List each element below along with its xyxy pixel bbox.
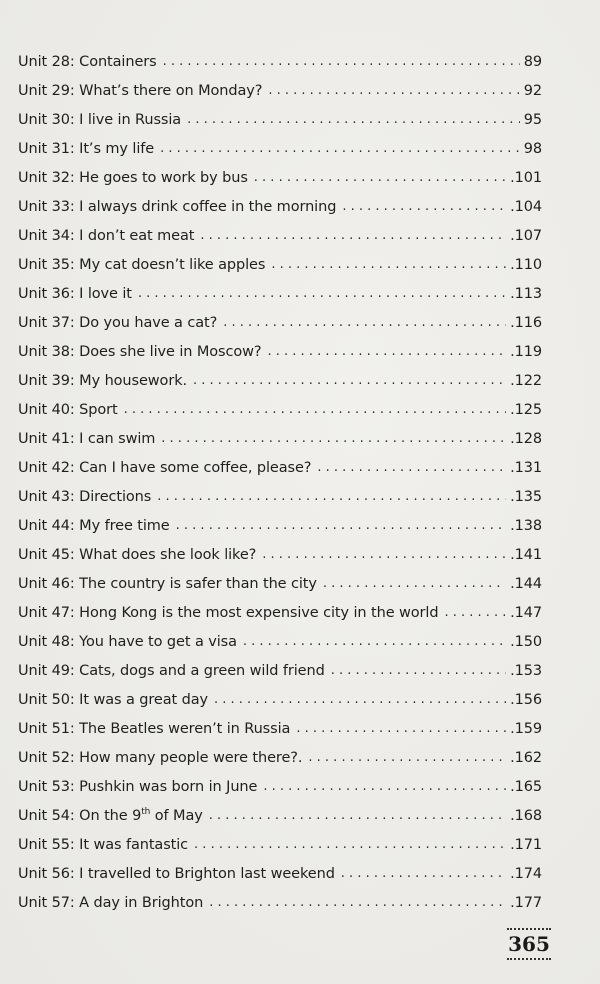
toc-entry-title: Unit 55: It was fantastic <box>18 836 189 853</box>
toc-entry-page: .156 <box>510 691 542 708</box>
toc-entry-title: Unit 29: What’s there on Monday? <box>18 82 263 99</box>
toc-entry[interactable] <box>18 308 542 337</box>
toc-entry-title: Unit 45: What does she look like? <box>18 546 257 563</box>
page-number-top-rule <box>507 928 551 930</box>
toc-entry-page: .165 <box>510 778 542 795</box>
dot-leader <box>342 199 506 214</box>
toc-entry[interactable] <box>18 598 542 627</box>
toc-entry-page: 95 <box>523 111 542 128</box>
toc-entry-page: .135 <box>510 488 542 505</box>
dot-leader <box>323 576 506 591</box>
toc-entry-title-part: Unit 54: On the 9 <box>18 807 142 824</box>
toc-entry[interactable] <box>18 192 542 221</box>
toc-entry-title: Unit 34: I don’t eat meat <box>18 227 195 244</box>
ordinal-superscript: th <box>141 806 151 817</box>
toc-entry-title: Unit 32: He goes to work by bus <box>18 169 248 186</box>
toc-entry-page: .113 <box>510 285 542 302</box>
dot-leader <box>209 895 506 910</box>
dot-leader <box>176 518 506 533</box>
table-of-contents <box>18 47 542 917</box>
toc-entry-title: Unit 44: My free time <box>18 517 170 534</box>
dot-leader <box>200 228 506 243</box>
toc-entry[interactable] <box>18 801 542 830</box>
toc-entry[interactable] <box>18 830 542 859</box>
toc-entry-title: Unit 48: You have to get a visa <box>18 633 237 650</box>
toc-entry-title: Unit 43: Directions <box>18 488 152 505</box>
toc-entry-page: .107 <box>510 227 542 244</box>
toc-entry-title: Unit 50: It was a great day <box>18 691 208 708</box>
toc-entry-title: Unit 28: Containers <box>18 53 157 70</box>
dot-leader <box>193 373 506 388</box>
dot-leader <box>161 431 506 446</box>
dot-leader <box>331 663 506 678</box>
dot-leader <box>194 837 506 852</box>
toc-entry-title: Unit 35: My cat doesn’t like apples <box>18 256 266 273</box>
toc-entry-title: Unit 47: Hong Kong is the most expensive city in the world <box>18 604 439 621</box>
toc-entry-title: Unit 38: Does she live in Moscow? <box>18 343 262 360</box>
toc-entry-title: Unit 37: Do you have a cat? <box>18 314 218 331</box>
toc-entry[interactable] <box>18 772 542 801</box>
toc-entry-title: Unit 56: I travelled to Brighton last weekend <box>18 865 335 882</box>
toc-entry[interactable] <box>18 859 542 888</box>
toc-entry-title: Unit 31: It’s my life <box>18 140 155 157</box>
toc-entry[interactable] <box>18 714 542 743</box>
toc-entry-page: .101 <box>510 169 542 186</box>
dot-leader <box>308 750 506 765</box>
dot-leader <box>187 112 520 127</box>
toc-entry-title: Unit 52: How many people were there?. <box>18 749 303 766</box>
toc-entry-page: .131 <box>510 459 542 476</box>
toc-entry[interactable] <box>18 76 542 105</box>
toc-entry-title: Unit 39: My housework. <box>18 372 187 389</box>
dot-leader <box>296 721 506 736</box>
toc-entry-page: .144 <box>510 575 542 592</box>
toc-entry-page: .119 <box>510 343 542 360</box>
dot-leader <box>124 402 507 417</box>
dot-leader <box>163 54 520 69</box>
toc-entry[interactable] <box>18 163 542 192</box>
dot-leader <box>341 866 506 881</box>
dot-leader <box>271 257 506 272</box>
toc-entry-title: Unit 36: I love it <box>18 285 132 302</box>
toc-entry-title-part: of May <box>150 807 203 824</box>
toc-entry-page: 98 <box>523 140 542 157</box>
toc-entry[interactable] <box>18 888 542 917</box>
toc-entry[interactable] <box>18 540 542 569</box>
toc-entry-page: .110 <box>510 256 542 273</box>
toc-entry-title: Unit 49: Cats, dogs and a green wild friend <box>18 662 325 679</box>
dot-leader <box>263 779 506 794</box>
toc-entry[interactable] <box>18 743 542 772</box>
toc-entry-title: Unit 42: Can I have some coffee, please? <box>18 459 312 476</box>
toc-entry-title <box>18 808 203 824</box>
dot-leader <box>214 692 506 707</box>
toc-entry-page: .168 <box>510 807 542 824</box>
toc-entry[interactable] <box>18 250 542 279</box>
toc-entry-page: .177 <box>510 894 542 911</box>
toc-entry-title: Unit 53: Pushkin was born in June <box>18 778 258 795</box>
toc-entry[interactable] <box>18 221 542 250</box>
toc-entry-page: .116 <box>510 314 542 331</box>
toc-entry-page: .125 <box>510 401 542 418</box>
toc-entry-page: 89 <box>523 53 542 70</box>
toc-entry-title: Unit 46: The country is safer than the city <box>18 575 317 592</box>
toc-entry-page: .162 <box>510 749 542 766</box>
toc-entry-title: Unit 40: Sport <box>18 401 118 418</box>
dot-leader <box>268 344 507 359</box>
toc-entry[interactable] <box>18 105 542 134</box>
toc-entry-page: .104 <box>510 198 542 215</box>
page-number-text: 365 <box>508 932 550 956</box>
dot-leader <box>160 141 520 156</box>
page-number <box>505 928 553 960</box>
toc-entry[interactable] <box>18 453 542 482</box>
toc-entry[interactable] <box>18 395 542 424</box>
toc-entry-page: .122 <box>510 372 542 389</box>
toc-entry[interactable] <box>18 47 542 76</box>
toc-entry-page: .141 <box>510 546 542 563</box>
toc-entry[interactable] <box>18 656 542 685</box>
toc-entry-page: .128 <box>510 430 542 447</box>
toc-entry-page: .174 <box>510 865 542 882</box>
dot-leader <box>268 83 519 98</box>
toc-entry[interactable] <box>18 337 542 366</box>
toc-entry-title: Unit 41: I can swim <box>18 430 156 447</box>
toc-entry[interactable] <box>18 279 542 308</box>
toc-entry[interactable] <box>18 685 542 714</box>
toc-entry-page: .150 <box>510 633 542 650</box>
toc-entry-page: .159 <box>510 720 542 737</box>
toc-entry-title: Unit 51: The Beatles weren’t in Russia <box>18 720 291 737</box>
toc-entry[interactable] <box>18 627 542 656</box>
toc-entry-page: 92 <box>523 82 542 99</box>
toc-entry-title: Unit 30: I live in Russia <box>18 111 182 128</box>
dot-leader <box>262 547 506 562</box>
toc-entry[interactable] <box>18 569 542 598</box>
page-number-bottom-rule <box>507 958 551 960</box>
dot-leader <box>157 489 506 504</box>
dot-leader <box>243 634 506 649</box>
toc-entry-page: .171 <box>510 836 542 853</box>
dot-leader <box>138 286 506 301</box>
toc-entry[interactable] <box>18 424 542 453</box>
toc-entry[interactable] <box>18 366 542 395</box>
toc-entry-title: Unit 57: A day in Brighton <box>18 894 204 911</box>
dot-leader <box>317 460 506 475</box>
dot-leader <box>254 170 506 185</box>
toc-entry-page: .138 <box>510 517 542 534</box>
toc-entry-title: Unit 33: I always drink coffee in the morning <box>18 198 337 215</box>
dot-leader <box>444 605 506 620</box>
toc-entry[interactable] <box>18 134 542 163</box>
toc-entry[interactable] <box>18 511 542 540</box>
toc-entry-page: .153 <box>510 662 542 679</box>
dot-leader <box>209 808 506 823</box>
toc-entry[interactable] <box>18 482 542 511</box>
dot-leader <box>223 315 506 330</box>
toc-entry-page: .147 <box>510 604 542 621</box>
